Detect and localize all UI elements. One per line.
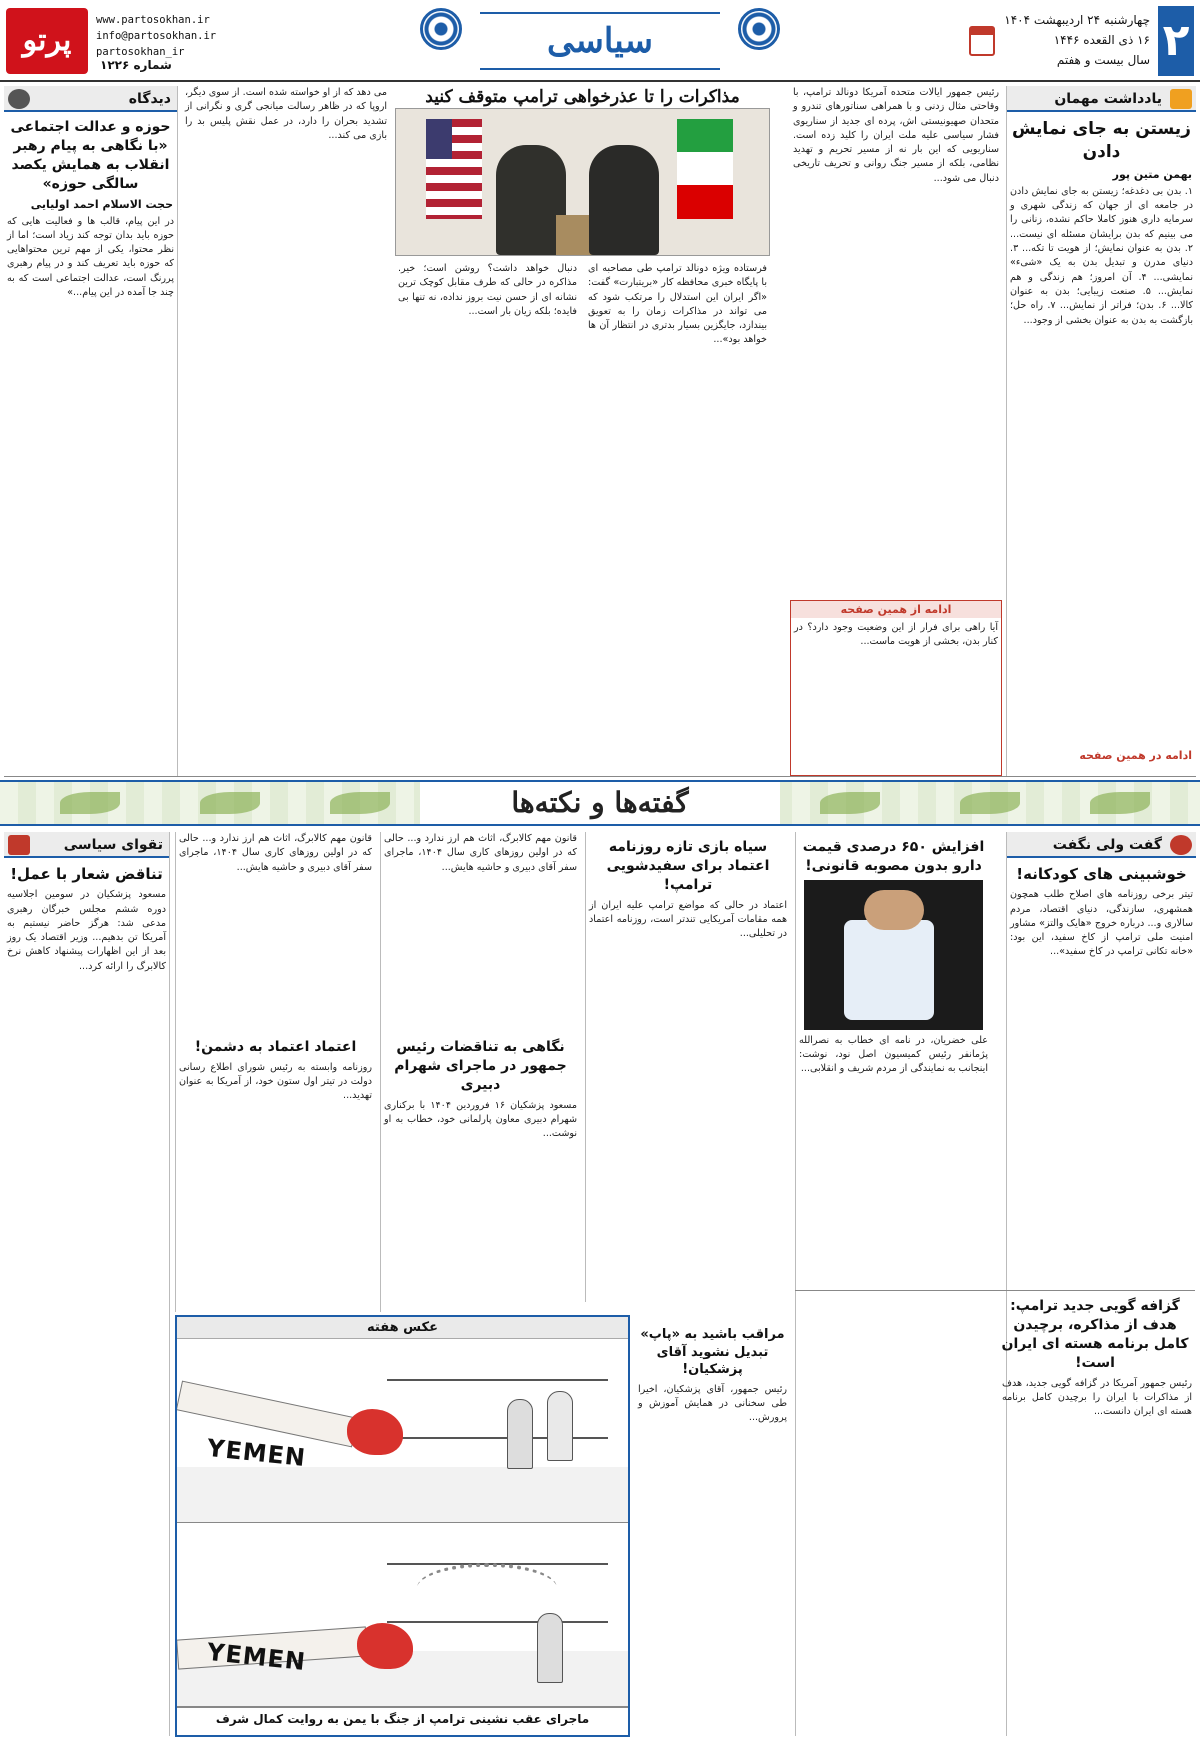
- lead-story-col-3: دنبال خواهد داشت؟ روشن است؛ خیر. مذاکره در حالی که طرف مقابل کوچک ترین نشانه ای از حسن نیت بروز نداده، نه تنها بی فایده؛ بلکه زیان بار است...: [398, 263, 577, 317]
- fighter-figure: [537, 1613, 563, 1683]
- host-note-header: [1007, 86, 1196, 112]
- cartoon-header: عکس هفته: [177, 1317, 628, 1339]
- social-handle[interactable]: partosokhan_ir: [96, 46, 185, 58]
- section-title-frame: [480, 12, 720, 70]
- medicine-bag-figure: [844, 920, 934, 1020]
- list-icon: [8, 835, 30, 855]
- pope-headline: مراقب باشید به «پاپ» تبدیل نشوید آقای پزشکیان!: [640, 1327, 785, 1378]
- notebook-icon: [1170, 89, 1192, 109]
- publication-year: سال بیست و هفتم: [1056, 53, 1150, 67]
- yemen-label: YEMEN: [205, 1637, 308, 1677]
- issue-number: شماره ۱۲۲۶: [100, 58, 172, 72]
- leaf-ornament-icon: [820, 792, 880, 814]
- leaf-ornament-icon: [200, 792, 260, 814]
- drug-price-body: علی خضریان، در نامه ای خطاب به نصرالله پژمانفر رئیس کمیسیون اصل نود، نوشت: اینجانب به نمایندگی از مردم شریف و انقلابی...: [799, 1034, 988, 1075]
- page-number: ۲: [1158, 6, 1194, 76]
- lead-headline: مذاکرات را تا عذرخواهی ترامپ متوقف کنید: [425, 87, 740, 107]
- date-block: [1000, 10, 1150, 70]
- fighter-figure: [507, 1399, 533, 1469]
- person-figure: [589, 145, 659, 255]
- political-piety-header-label: تقوای سیاسی: [63, 837, 163, 853]
- trust-enemy-headline: اعتماد اعتماد به دشمن!: [194, 1039, 357, 1055]
- pope-wrap: [585, 1300, 790, 1314]
- host-note-author: بهمن متین پور: [1112, 167, 1192, 181]
- ornament-icon: [738, 8, 780, 50]
- medicine-photo: [804, 880, 983, 1030]
- masthead: [0, 0, 1200, 82]
- political-piety-header: [4, 832, 169, 858]
- host-note-header-label: یادداشت مهمان: [1054, 91, 1162, 107]
- said-not-said-headline: خوشبینی های کودکانه!: [1016, 865, 1187, 883]
- leaf-ornament-icon: [330, 792, 390, 814]
- etemad-column: [585, 832, 790, 1302]
- perspective-author: حجت الاسلام احمد اولیایی: [30, 197, 173, 211]
- political-piety-body: مسعود پزشکیان در سومین اجلاسیه دوره ششم مجلس خبرگان رهبری مدعی شد: هرگز حاضر نیستیم به آمریکا تن بدهیم... وزیر اقتصاد یک روز بعد از این اظهارات پیشنهاد کاهش نرخ کالابرگ را ارائه کرد...: [7, 889, 166, 972]
- trump-exaggeration-headline: گزافه گویی جدید ترامپ: هدف از مذاکره، برچیدن کامل برنامه هسته ای ایران است!: [1001, 1298, 1189, 1371]
- negotiation-photo: [395, 108, 770, 256]
- yemen-label: YEMEN: [205, 1433, 308, 1473]
- political-piety-column: [4, 832, 170, 1736]
- said-not-said-header: [1007, 832, 1196, 858]
- ornament-icon: [420, 8, 462, 50]
- perspective-headline: حوزه و عدالت اجتماعی «با نگاهی به پیام رهبر انقلاب به همایش یکصد سالگی حوزه»: [10, 119, 171, 192]
- date-persian: چهارشنبه ۲۴ اردیبهشت ۱۴۰۴: [1004, 13, 1150, 27]
- leaf-ornament-icon: [960, 792, 1020, 814]
- cartoon-panel-1: [177, 1339, 628, 1523]
- lead-story-col-4: می دهد که از او خواسته شده است. از سوی دیگر، اروپا که در ظاهر رسالت میانجی گری و نگرانی از تشدید بحران را دارد، در عمل نقش پلیس بد را بازی می کند...: [185, 87, 387, 141]
- cartoon-panel-2: [177, 1523, 628, 1707]
- host-note-column: [1006, 86, 1196, 776]
- iran-flag-icon: [677, 119, 733, 219]
- trust-enemy-column: [175, 832, 375, 1312]
- trump-exaggeration-body: رئیس جمهور آمریکا در گزافه گویی جدید، هدف از مذاکرات با ایران را برچیدن کامل برنامه هسته ای ایران دانست...: [1002, 1377, 1192, 1418]
- email-link[interactable]: info@partosokhan.ir: [96, 30, 217, 42]
- section-divider: [4, 776, 1196, 777]
- contact-info: [96, 12, 326, 60]
- misc-sub-headline: نگاهی به تناقضات رئیس جمهور در ماجرای شهرام دبیری: [394, 1039, 567, 1093]
- lead-story-col-2: فرستاده ویژه دونالد ترامپ طی مصاحبه ای با پایگاه خبری محافظه کار «بریتبارت» گفت: «اگر ایران این استدلال را مرتکب شود که می تواند در مذاکرات زمان را به تعویق بیندازد، جایگزین بسیار بدتری در انتظار آن ها خواهد بود»...: [588, 263, 767, 346]
- lead-story-col-1: رئیس جمهور ایالات متحده آمریکا دونالد ترامپ، با وقاحتی مثال زدنی و با همراهی سناتورهای تندرو و متحدان صهیونیستی اش، پرده ای جدید از سناریوی فشار سیاسی علیه ملت ایران را کلید زده است. سناریویی که این بار نه از مسیر تحریم و تهدید نظامی، بلکه از مسیر جنگ روانی و تحریف تاریخی دنبال می شود...: [793, 87, 999, 184]
- cartoon-caption: ماجرای عقب نشینی ترامپ از جنگ با یمن به روایت کمال شرف: [177, 1707, 628, 1729]
- host-note-headline: زیستن به جای نمایش دادن: [1012, 119, 1191, 162]
- sayings-band: [0, 780, 1200, 826]
- megaphone-icon: [1170, 835, 1192, 855]
- lead-headline-wrap: [395, 86, 770, 108]
- perspective-body: در این پیام، قالب ها و فعالیت هایی که حوزه باید بدان توجه کند زیاد است؛ اما از نظر محتوا، یکی از مهم ترین محتواهایی که حوزه باید تعریف کند و در پیام رهبری پررنگ است، عدالت اجتماعی است که به چند جا آمده در این پیام...»: [7, 215, 174, 299]
- perspective-header: [4, 86, 177, 112]
- section-title: سیاسی: [547, 21, 653, 61]
- weekly-cartoon: [175, 1315, 630, 1737]
- etemad-headline: سیاه بازی تازه روزنامه اعتماد برای سفیدشویی ترامپ!: [606, 839, 770, 893]
- escape-trail-figure: [417, 1563, 557, 1613]
- calendar-icon: [969, 26, 995, 56]
- continued-box: [790, 600, 1002, 776]
- boxing-glove-icon: [357, 1623, 413, 1669]
- continue-link[interactable]: ادامه در همین صفحه: [1079, 748, 1192, 762]
- misc-body: قانون مهم کالابرگ، اثاث هم ارز ندارد و... حالی که در اولین روزهای کاری سال ۱۴۰۴، ماجرای سفر آقای دبیری و حاشیه هایش...: [384, 833, 577, 873]
- pope-story: [635, 1320, 790, 1736]
- us-flag-icon: [426, 119, 482, 219]
- said-not-said-body: تیتر برخی روزنامه های اصلاح طلب همچون همشهری، سازندگی، دنیای اقتصاد، مردم سالاری و... درباره خروج «هایک والتز» مشاور امنیت ملی ترامپ از کاخ سفید، این بود: «خانه تکانی ترامپ در کاخ سفید»...: [1010, 889, 1193, 958]
- leaf-ornament-icon: [60, 792, 120, 814]
- said-not-said-header-label: گفت ولی نگفت: [1052, 837, 1162, 853]
- website-link[interactable]: www.partosokhan.ir: [96, 14, 210, 26]
- perspective-header-label: دیدگاه: [128, 91, 171, 107]
- host-note-body: ۱. بدن بی دغدغه؛ زیستن به جای نمایش دادن در جامعه ای از جهان که زندگی شهری و سرمایه داری هنوز کاملا حاکم نشده، زنانی را می بینیم که بدن برایشان مسئله ای نیست... ۲. بدن به عنوان نمایش؛ از هویت تا تکه... ۳. دنیای مدرن و تبدیل بدن به یک «شیء» نمایشی... ۴. آن امروز؛ هم زندگی و هم نمایش... ۵. صنعت زیبایی؛ بدن به عنوان کالا... ۶. بدن؛ فراتر از نمایش... ۷. راه حل؛ بازگشت به بدن به عنوان بخشی از وجود...: [1010, 185, 1194, 326]
- trust-enemy-body: روزنامه وابسته به رئیس شورای اطلاع رسانی دولت در تیتر اول ستون خود، از آمریکا به عنوان تهدید...: [179, 1061, 372, 1102]
- ring-ropes: [387, 1379, 608, 1439]
- perspective-column: [4, 86, 178, 776]
- misc-column: [380, 832, 580, 1312]
- fighter-figure: [547, 1391, 573, 1461]
- political-piety-headline: تناقض شعار با عمل!: [10, 865, 163, 883]
- arm-figure: [177, 1381, 358, 1448]
- continued-body: آیا راهی برای فرار از این وضعیت وجود دارد؟ در کنار بدن، بخشی از هویت ماست...: [794, 622, 998, 648]
- newspaper-logo: پرتو: [6, 8, 88, 74]
- drug-price-headline: افزایش ۶۵۰ درصدی قیمت دارو بدون مصوبه قانونی!: [802, 839, 985, 874]
- speech-bubble-icon: [8, 89, 30, 109]
- misc-sub-body: مسعود پزشکیان ۱۶ فروردین ۱۴۰۴ با برکناری شهرام دبیری معاون پارلمانی خود، خطاب به او نوشت...: [384, 1099, 577, 1140]
- trump-new-exaggeration-story: [795, 1290, 1195, 1736]
- continued-header: ادامه از همین صفحه: [791, 601, 1001, 618]
- pope-body: رئیس جمهور، آقای پزشکیان، اخیرا طی سخنانی در همایش آموزش و پرورش...: [638, 1383, 787, 1424]
- trust-enemy-body-top: قانون مهم کالابرگ، اثاث هم ارز ندارد و... حالی که در اولین روزهای کاری سال ۱۴۰۴، ماجرای سفر آقای دبیری و حاشیه هایش...: [179, 833, 372, 873]
- sayings-band-title: گفته‌ها و نکته‌ها: [420, 782, 780, 824]
- hand-figure: [864, 890, 924, 930]
- etemad-body: اعتماد در حالی که مواضع ترامپ علیه ایران از همه مقامات آمریکایی تندتر است، روزنامه اعتماد در تحلیلی...: [589, 899, 787, 940]
- leaf-ornament-icon: [1090, 792, 1150, 814]
- date-hijri: ۱۶ ذی القعده ۱۴۴۶: [1053, 33, 1150, 47]
